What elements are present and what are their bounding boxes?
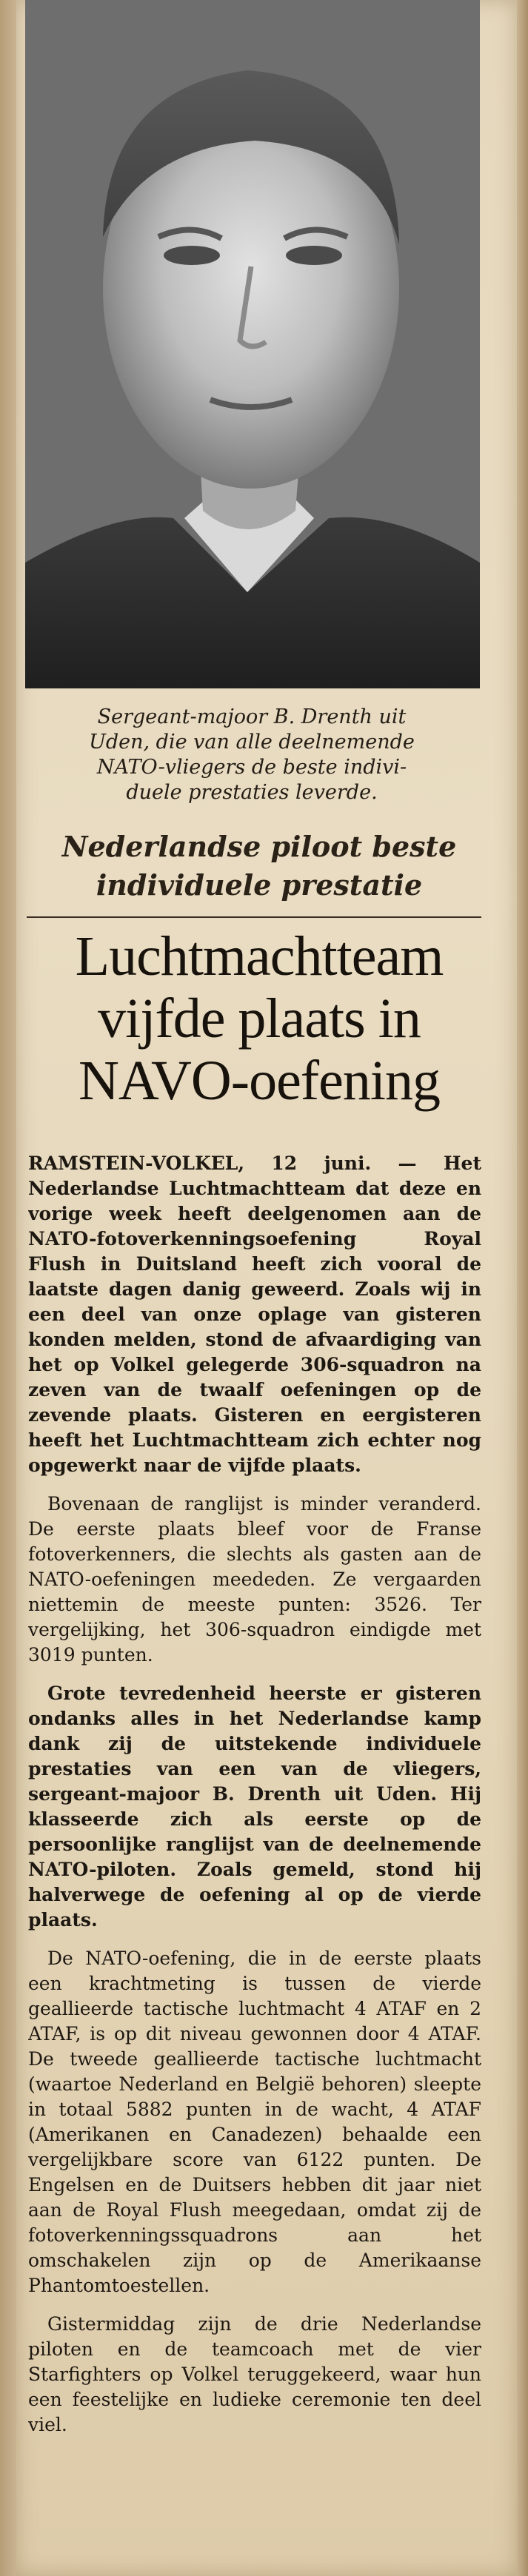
- article-paragraph: Bovenaan de ranglijst is minder veranderd. De eerste plaats bleef voor de Franse fotoverkenners, die slechts als gasten aan de NATO-oefeningen meededen. Ze vergaarden niettemin de meeste punten: 3526. Ter vergelijking, het 306-squadron eindigde met 3019 punten.: [28, 1493, 481, 1666]
- article-paragraph: Grote tevredenheid heerste er gisteren ondanks alles in het Nederlandse kamp dank zij de uitstekende individuele prestaties van een van de vliegers, sergeant-majoor B. Drenth uit Uden. Hij klasseerde zich als eerste op de persoonlijke ranglijst van de deelnemende NATO-piloten. Zoals gemeld, stond hij halverwege de oefening al op de vierde plaats.: [28, 1683, 481, 1931]
- paper-edge-left: [0, 0, 16, 2576]
- article-paragraph: Gistermiddag zijn de drie Nederlandse piloten en de teamcoach met de vier Starfighters op Volkel teruggekeerd, waar hun een feestelijke en ludieke ceremonie ten deel viel.: [28, 2313, 481, 2435]
- portrait-illustration: [25, 0, 480, 688]
- photo-caption: Sergeant-majoor B. Drenth uit Uden, die van alle deelnemende NATO-vliegers de beste indivi- duele prestaties leverde.: [89, 705, 415, 804]
- divider-top: [27, 916, 481, 918]
- portrait-photo: [25, 0, 480, 688]
- article-body: [28, 1151, 481, 2561]
- paper-edge-right: [517, 0, 528, 2576]
- dateline: RAMSTEIN-VOLKEL, 12 juni. —: [28, 1153, 417, 1174]
- lead-text: Het Nederlandse Luchtmachtteam dat deze en vorige week heeft deelgenomen aan de NATO-fotoverkenningsoefening Royal Flush in Duitsland heeft zich vooral de laatste dagen danig geweerd. Zoals wij in een deel van onze oplage van gisteren konden melden, stond de afvaardiging van het op Volkel gelegerde 306-squadron na zeven van de twaalf oefeningen op de zevende plaats. Gisteren en eergisteren heeft het Luchtmachtteam zich echter nog opgewerkt naar de vijfde plaats.: [28, 1153, 481, 1476]
- headline: Luchtmachtteam vijfde plaats in NAVO-oefening: [75, 925, 444, 1112]
- sub-headline: Nederlandse piloot beste individuele prestatie: [61, 830, 457, 902]
- article-paragraph: De NATO-oefening, die in de eerste plaats een krachtmeting is tussen de vierde geallieerde tactische luchtmacht 4 ATAF en 2 ATAF, is op dit niveau gewonnen door 4 ATAF. De tweede geallieerde tactische luchtmacht (waartoe Nederland en België behoren) sleepte in totaal 5882 punten in de wacht, 4 ATAF (Amerikanen en Canadezen) behaalde een vergelijkbare score van 6122 punten. De Engelsen en de Duitsers hebben dit jaar niet aan de Royal Flush meegedaan, omdat zij de fotoverkenningssquadrons aan het omschakelen zijn op de Amerikaanse Phantomtoestellen.: [28, 1948, 481, 2296]
- article-lead: [28, 1151, 481, 1478]
